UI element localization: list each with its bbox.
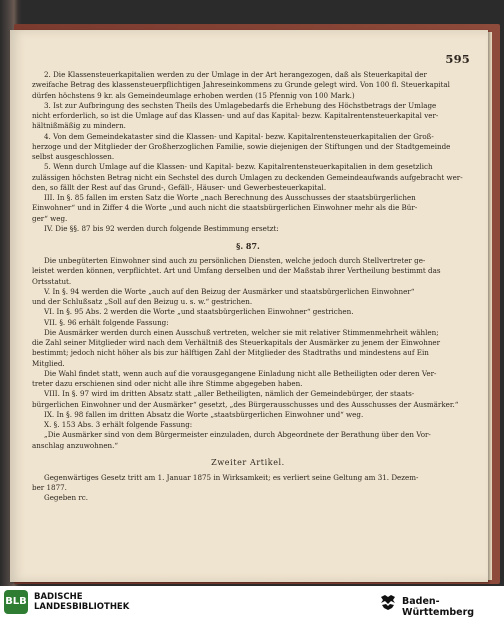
- text-line: zweifache Betrag des klassensteuerpflichtigen Jahreseinkommens zu Grunde gelegt wird. Von 100 fl. Steuerkapital: [32, 80, 450, 90]
- text-line: 5. Wenn durch Umlage auf die Klassen- und Kapital- bezw. Kapitalrentensteuerkapitalien in dem gesetzlich: [44, 162, 433, 172]
- text-line: selbst ausgeschlossen.: [32, 152, 115, 161]
- text-line: Ortsstatut.: [32, 276, 72, 286]
- text-line: treter dazu erschienen sind oder nicht alle ihre Stimme abgegeben haben.: [32, 379, 303, 388]
- text-line: Einwohner“ und in Ziffer 4 die Worte „und auch nicht die staatsbürgerlichen Einwohner mehr als die Bür-: [32, 203, 418, 213]
- text-line: Gegenwärtiges Gesetz tritt am 1. Januar 1875 in Wirksamkeit; es verliert seine Geltung am 31. Dezem-: [44, 472, 419, 482]
- text-line: dürfen höchstens 9 kr. als Gemeindeumlage erhoben werden (15 Pfennig von 100 Mark.): [32, 90, 355, 100]
- text-line: IX. In §. 98 fallen im dritten Absatz die Worte „staatsbürgerlichen Einwohner und“ weg.: [44, 409, 364, 419]
- text-line: III. In §. 85 fallen im ersten Satz die Worte „nach Berechnung des Ausschusses der staatsbürgerlichen: [44, 193, 416, 202]
- text-line: bestimmt; jedoch nicht höher als bis zur hälftigen Zahl der Mitglieder des Stadtraths und mindestens auf Ein: [32, 348, 429, 358]
- text-line: nicht erforderlich, so ist die Umlage auf das Klassen- und auf das Kapital- bezw. Kapitalrentensteuerkapital ver-: [32, 111, 439, 120]
- text-line: 3. Ist zur Aufbringung des sechsten Theils des Umlagebedarfs die Erhebung des Höchstbetrags der Umlage: [44, 100, 437, 110]
- text-line: ger“ weg.: [32, 213, 68, 223]
- text-line: 4. Von dem Gemeindekataster sind die Klassen- und Kapital- bezw. Kapitalrentensteuerkapitalien der Groß-: [44, 131, 434, 141]
- page-text: [32, 70, 464, 504]
- text-line: VIII. In §. 97 wird im dritten Absatz statt „aller Betheiligten, nämlich der Gemeindebürger, der staats-: [44, 389, 415, 399]
- text-block-3: [32, 473, 464, 504]
- footer-bar: [0, 586, 504, 618]
- text-line: leistet werden können, verpflichtet. Art und Umfang derselben und der Maßstab ihrer Vertheilung bestimmt das: [32, 266, 441, 276]
- text-line: V. In §. 94 werden die Worte „auch auf den Beizug der Ausmärker und staatsbürgerlichen Einwohner“: [44, 286, 415, 296]
- library-name-line1: BADISCHE: [34, 592, 83, 602]
- text-line: zulässigen höchsten Betrag nicht ein Sechstel des durch Umlagen zu deckenden Gemeindeaufwands aufgebracht wer-: [32, 172, 463, 182]
- text-line: X. §. 153 Abs. 3 erhält folgende Fassung:: [44, 420, 193, 429]
- text-line: Mitglied.: [32, 358, 65, 368]
- text-line: herzoge und der Mitglieder der Großherzoglichen Familie, sowie diejenigen der Stiftungen und der Stadtgemeinde: [32, 141, 451, 151]
- coat-of-arms-icon[interactable]: [378, 592, 398, 612]
- page-number: 595: [445, 52, 470, 66]
- section-title: §. 87.: [236, 241, 260, 251]
- library-name-line2: LANDESBIBLIOTHEK: [34, 602, 130, 612]
- text-line: IV. Die §§. 87 bis 92 werden durch folgende Bestimmung ersetzt:: [44, 223, 279, 233]
- text-line: VII. §. 96 erhält folgende Fassung:: [44, 317, 169, 327]
- article-title: Zweiter Artikel.: [211, 457, 285, 467]
- text-line: VI. In §. 95 Abs. 2 werden die Worte „und staatsbürgerlichen Einwohner“ gestrichen.: [44, 307, 354, 317]
- text-line: hältnißmäßig zu mindern.: [32, 121, 126, 131]
- text-block-2: [32, 256, 464, 451]
- text-line: anschlag anzuwohnen.“: [32, 440, 119, 450]
- book-page: [10, 30, 488, 582]
- text-line: und der Schlußsatz „Soll auf den Beizug u. s. w.“ gestrichen.: [32, 297, 253, 306]
- text-line: „Die Ausmärker sind von dem Bürgermeister einzuladen, durch Abgeordnete der Berathung über den Vor-: [44, 430, 431, 440]
- library-name[interactable]: [34, 592, 129, 612]
- text-line: 2. Die Klassensteuerkapitalien werden zu der Umlage in der Art herangezogen, daß als Steuerkapital der: [44, 70, 427, 79]
- text-line: Die Ausmärker werden durch einen Ausschuß vertreten, welcher sie mit relativer Stimmenmehrheit wählen;: [44, 327, 439, 337]
- text-line: Gegeben rc.: [44, 493, 89, 503]
- text-block-1: [32, 70, 464, 234]
- text-line: bürgerlichen Einwohner und der Ausmärker“ gesetzt, „des Bürgerausschusses und des Ausschusses der Ausmärker.“: [32, 399, 459, 409]
- text-line: Die Wahl findet statt, wenn auch auf die vorausgegangene Einladung nicht alle Betheiligten oder deren Ver-: [44, 368, 437, 378]
- text-line: den, so fällt der Rest auf das Grund-, Gefäll-, Häuser- und Gewerbesteuerkapital.: [32, 182, 327, 192]
- text-line: die Zahl seiner Mitglieder wird nach dem Verhältniß des Steuerkapitals der Ausmärker zu jenem der Einwohner: [32, 338, 441, 347]
- blb-logo[interactable]: BLB: [4, 590, 28, 614]
- text-line: Die unbegüterten Einwohner sind auch zu persönlichen Diensten, welche jedoch durch Stellvertreter ge-: [44, 256, 426, 265]
- state-name[interactable]: Baden-Württemberg: [402, 596, 475, 618]
- text-line: ber 1877.: [32, 483, 67, 492]
